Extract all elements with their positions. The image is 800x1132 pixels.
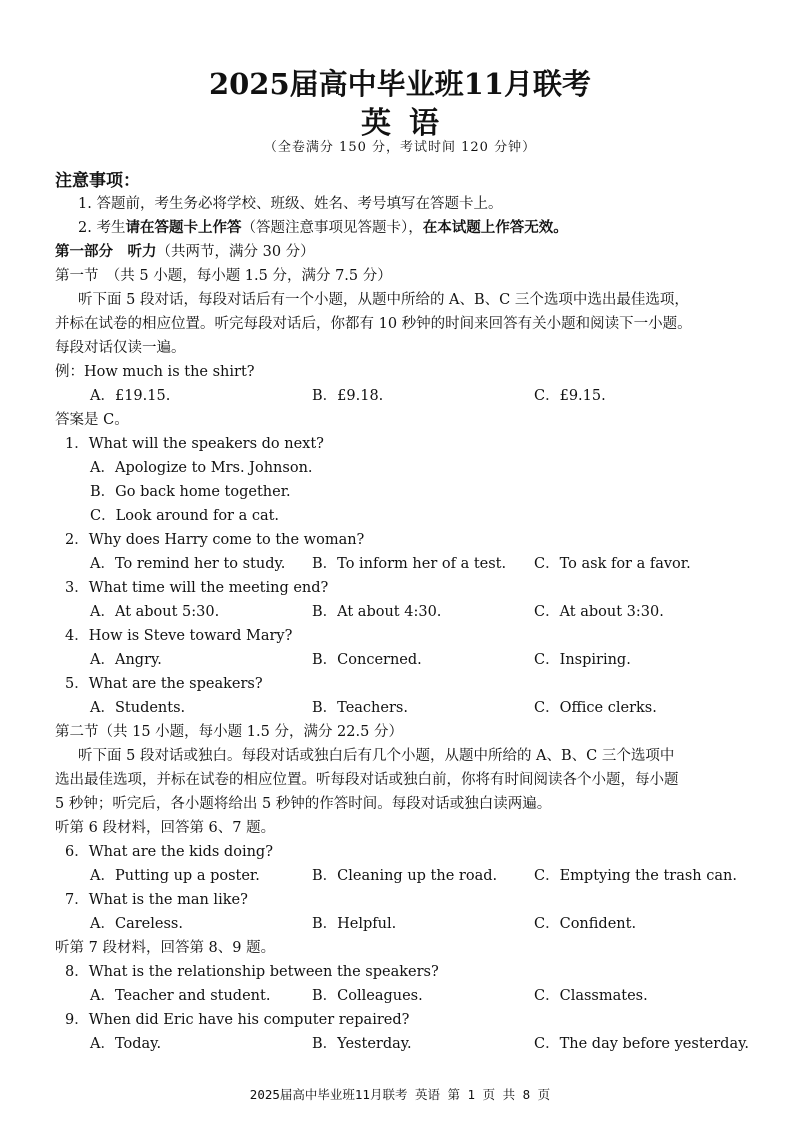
notice-item-2-prefix: 2. 考生 bbox=[78, 220, 126, 236]
q8-option-b: B．Colleagues. bbox=[312, 988, 423, 1004]
question-9: 9．When did Eric have his computer repaired? bbox=[65, 1012, 410, 1028]
question-4: 4．How is Steve toward Mary? bbox=[65, 628, 293, 644]
q6-option-a: A．Putting up a poster. bbox=[90, 868, 260, 884]
score-info: （全卷满分 150 分，考试时间 120 分钟） bbox=[263, 140, 537, 155]
q3-option-b: B．At about 4:30. bbox=[312, 604, 442, 620]
q9-option-c: C．The day before yesterday. bbox=[534, 1036, 749, 1052]
part1-heading bbox=[55, 240, 315, 261]
q5-option-c: C．Office clerks. bbox=[534, 700, 657, 716]
question-6: 6．What are the kids doing? bbox=[65, 844, 273, 860]
section1-instruction-1: 听下面 5 段对话，每段对话后有一个小题，从题中所给的 A、B、C 三个选项中选出最佳选项， bbox=[78, 292, 689, 308]
part1-title: 第一部分 听力 bbox=[55, 243, 157, 260]
q3-option-c: C．At about 3:30. bbox=[534, 604, 664, 620]
part1-note: （共两节，满分 30 分） bbox=[156, 244, 315, 260]
example-question: 例：How much is the shirt? bbox=[55, 364, 255, 380]
q2-option-a: A．To remind her to study. bbox=[90, 556, 286, 572]
question-3: 3．What time will the meeting end? bbox=[65, 580, 329, 596]
section2-title: 第二节（共 15 小题，每小题 1.5 分，满分 22.5 分） bbox=[55, 724, 403, 740]
q9-option-a: A．Today. bbox=[90, 1036, 162, 1052]
example-option-b: B．£9.18. bbox=[312, 388, 384, 404]
q5-option-b: B．Teachers. bbox=[312, 700, 408, 716]
q2-option-c: C．To ask for a favor. bbox=[534, 556, 691, 572]
material-7-heading: 听第 7 段材料，回答第 8、9 题。 bbox=[55, 940, 276, 956]
q4-option-c: C．Inspiring. bbox=[534, 652, 631, 668]
q6-option-b: B．Cleaning up the road. bbox=[312, 868, 498, 884]
q8-option-a: A．Teacher and student. bbox=[90, 988, 271, 1004]
notice-heading: 注意事项： bbox=[55, 171, 140, 191]
notice-item-2-bold2: 在本试题上作答无效。 bbox=[422, 219, 568, 236]
example-option-c: C．£9.15. bbox=[534, 388, 606, 404]
section2-instruction-1: 听下面 5 段对话或独白。每段对话或独白后有几个小题，从题中所给的 A、B、C 三个选项中 bbox=[78, 748, 675, 764]
exam-title: 2025届高中毕业班11月联考 bbox=[208, 67, 592, 101]
q8-option-c: C．Classmates. bbox=[534, 988, 648, 1004]
q1-option-a: A．Apologize to Mrs. Johnson. bbox=[90, 460, 313, 476]
section1-title: 第一节 （共 5 小题，每小题 1.5 分，满分 7.5 分） bbox=[55, 268, 392, 284]
subject-title: 英语 bbox=[361, 106, 457, 141]
example-answer: 答案是 C。 bbox=[55, 412, 129, 428]
example-option-a: A．£19.15. bbox=[90, 388, 171, 404]
notice-item-2-bold1: 请在答题卡上作答 bbox=[125, 219, 242, 236]
q2-option-b: B．To inform her of a test. bbox=[312, 556, 507, 572]
page-footer: 2025届高中毕业班11月联考 英语 第 1 页 共 8 页 bbox=[249, 1087, 551, 1102]
section2-instruction-2: 选出最佳选项，并标在试卷的相应位置。听每段对话或独白前，你将有时间阅读各个小题，每小题 bbox=[55, 772, 679, 788]
question-2: 2．Why does Harry come to the woman? bbox=[65, 532, 365, 548]
q9-option-b: B．Yesterday. bbox=[312, 1036, 412, 1052]
q4-option-b: B．Concerned. bbox=[312, 652, 422, 668]
section1-instruction-2: 并标在试卷的相应位置。听完每段对话后，你都有 10 秒钟的时间来回答有关小题和阅读下一小题。 bbox=[55, 316, 692, 332]
q7-option-b: B．Helpful. bbox=[312, 916, 397, 932]
section1-instruction-3: 每段对话仅读一遍。 bbox=[55, 340, 186, 356]
question-5: 5．What are the speakers? bbox=[65, 676, 263, 692]
question-7: 7．What is the man like? bbox=[65, 892, 248, 908]
q6-option-c: C．Emptying the trash can. bbox=[534, 868, 737, 884]
q7-option-c: C．Confident. bbox=[534, 916, 637, 932]
q4-option-a: A．Angry. bbox=[90, 652, 162, 668]
question-8: 8．What is the relationship between the speakers? bbox=[65, 964, 439, 980]
notice-item-2-mid: （答题注意事项见答题卡）， bbox=[241, 220, 423, 236]
question-1: 1．What will the speakers do next? bbox=[65, 436, 324, 452]
q5-option-a: A．Students. bbox=[90, 700, 186, 716]
notice-item-2 bbox=[78, 216, 568, 237]
q1-option-b: B．Go back home together. bbox=[90, 484, 291, 500]
section2-instruction-3: 5 秒钟；听完后，各小题将给出 5 秒钟的作答时间。每段对话或独白读两遍。 bbox=[55, 796, 552, 812]
q1-option-c: C．Look around for a cat. bbox=[90, 508, 280, 524]
notice-item-1: 1. 答题前，考生务必将学校、班级、姓名、考号填写在答题卡上。 bbox=[78, 196, 503, 212]
q7-option-a: A．Careless. bbox=[90, 916, 183, 932]
material-6-heading: 听第 6 段材料，回答第 6、7 题。 bbox=[55, 820, 276, 836]
q3-option-a: A．At about 5:30. bbox=[90, 604, 220, 620]
